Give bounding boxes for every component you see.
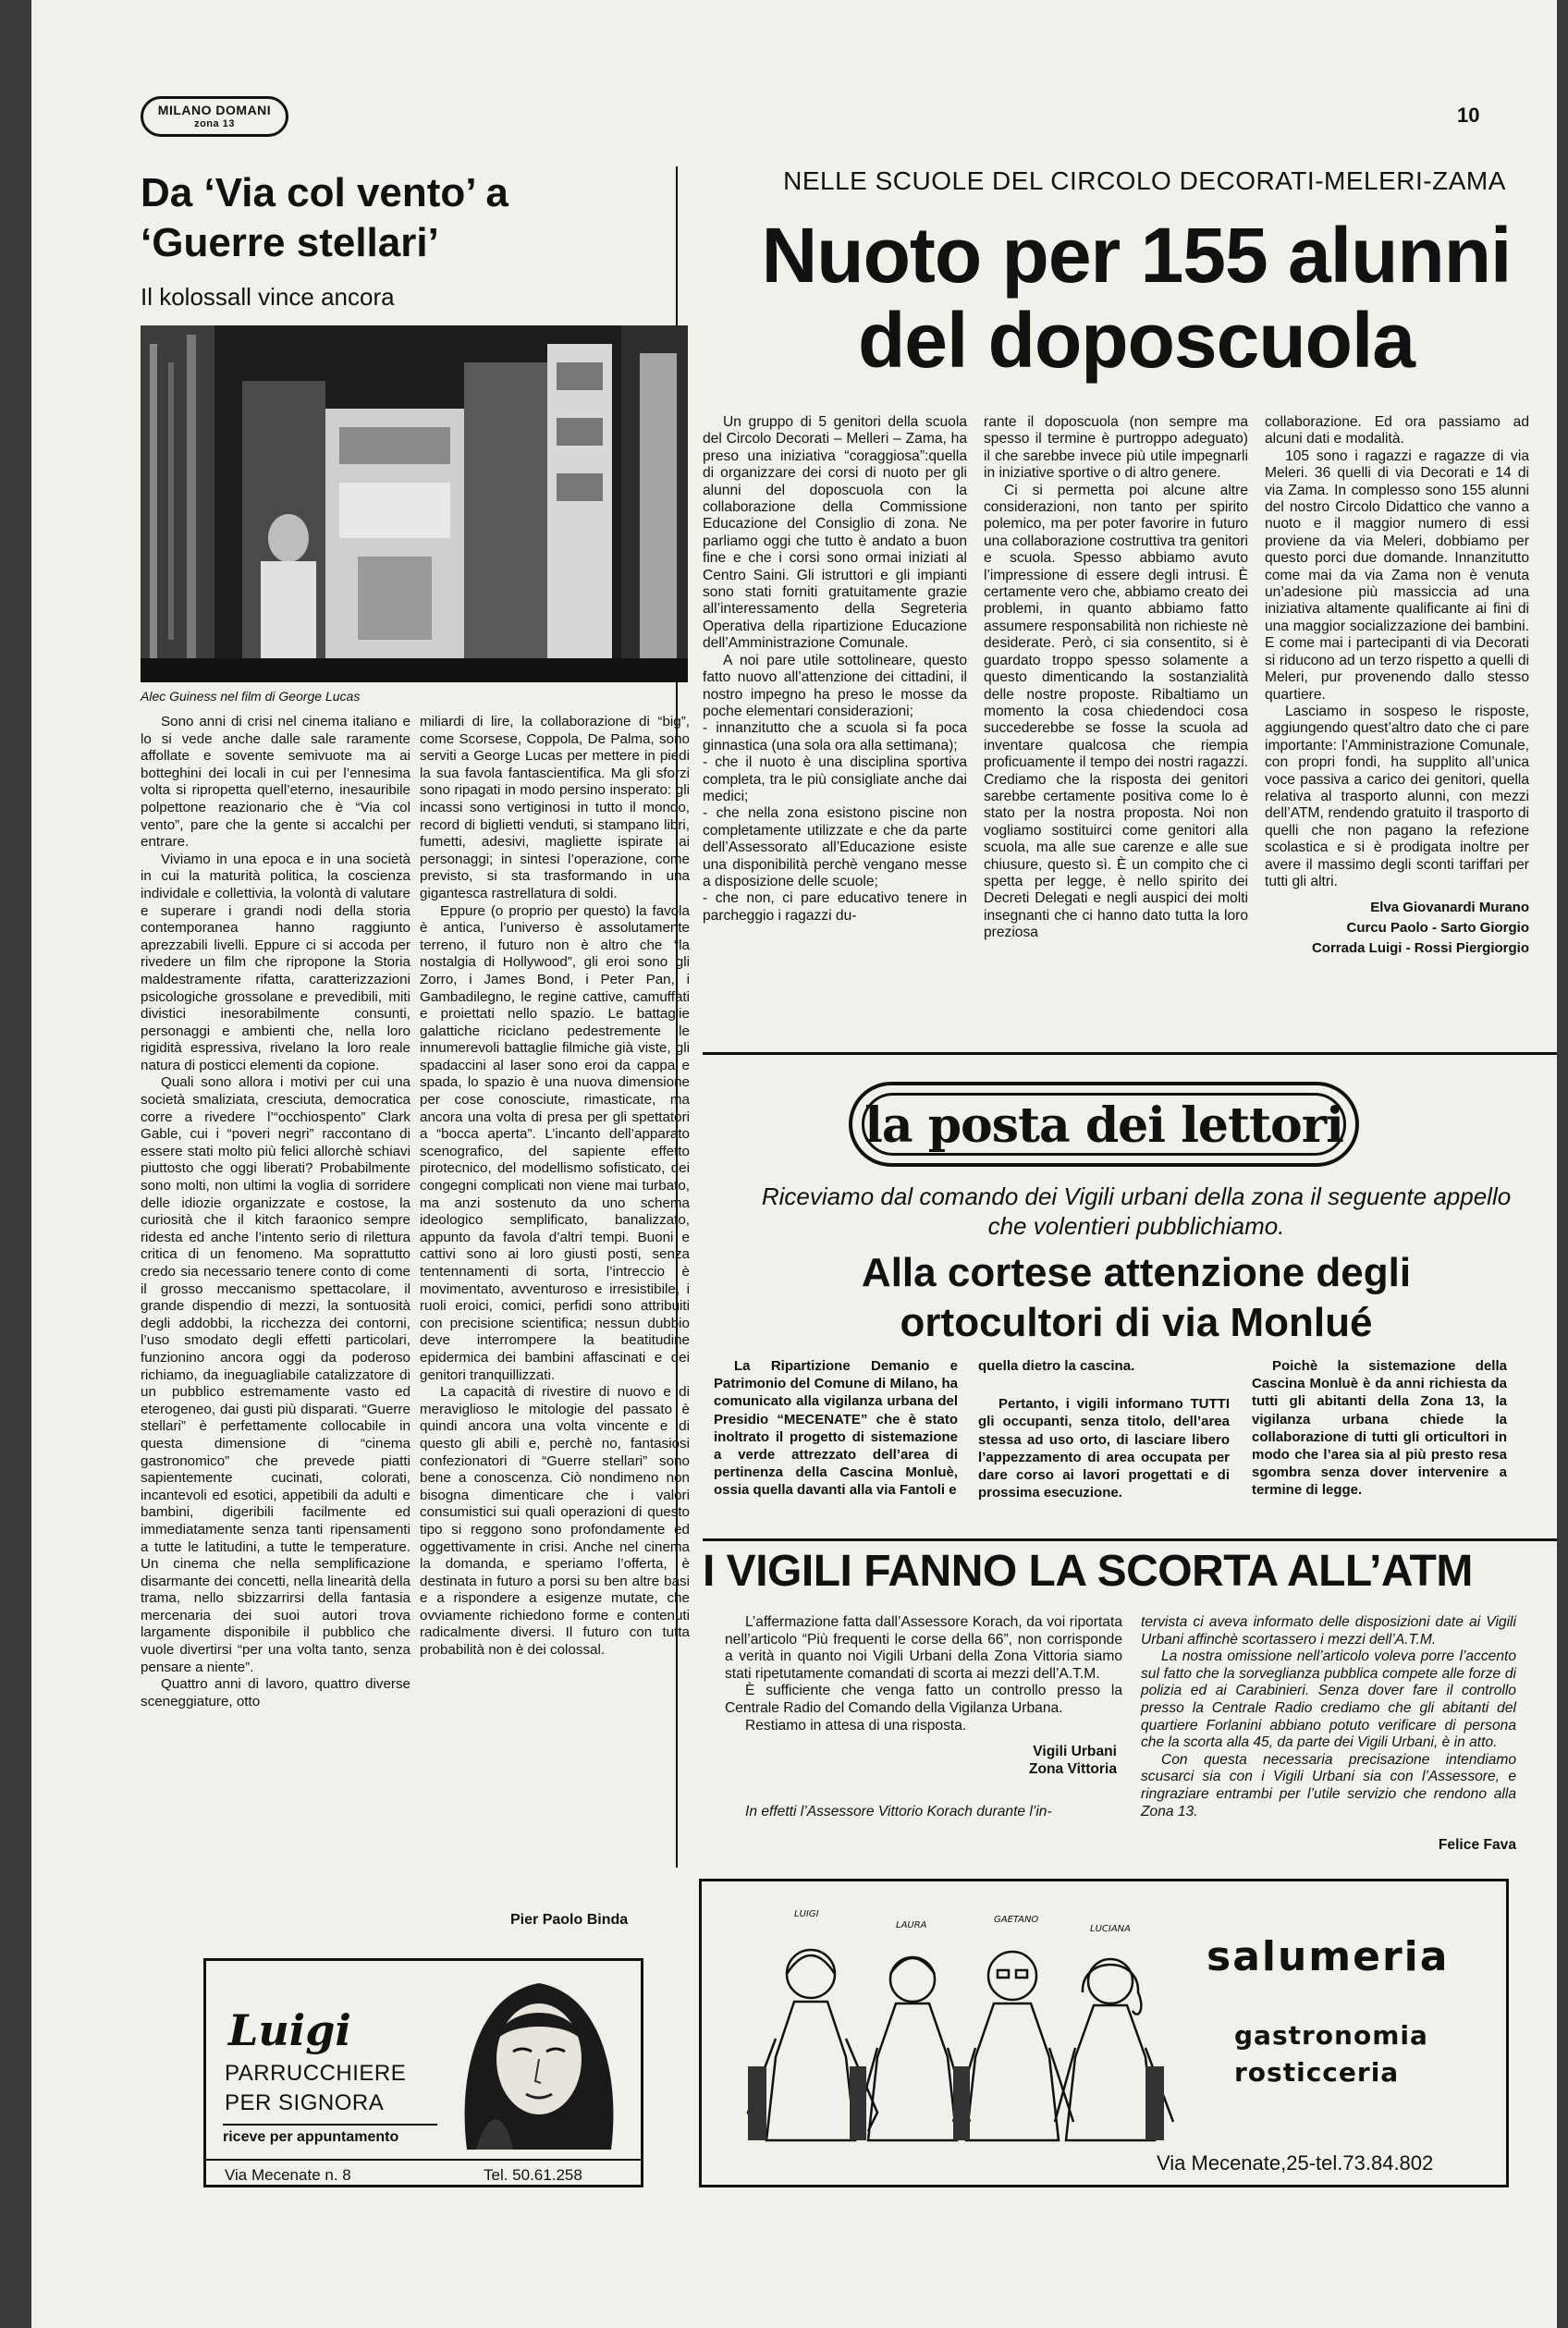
signature-line: Zona Vittoria bbox=[1028, 1760, 1117, 1777]
right-article-column-1 bbox=[703, 414, 967, 925]
paragraph: rante il doposcuola (non sempre ma spesso il termine è purtroppo adeguato) il che sarebbe invece più utile impegnarli in iniziative sportive o di altro genere. bbox=[984, 414, 1248, 482]
vigili-headline: I VIGILI FANNO LA SCORTA ALL’ATM bbox=[703, 1547, 1473, 1596]
right-headline-line1: Nuoto per 155 alunni bbox=[761, 212, 1512, 299]
luigi-logo: Luigi bbox=[228, 2005, 351, 2055]
woman-portrait-image bbox=[448, 1967, 630, 2150]
masthead-logo bbox=[141, 96, 288, 137]
paragraph: Lasciamo in sospeso le risposte, aggiungendo quest’altro dato che ci pare importante: l’Amministrazione Comunale, con propri fondi, ha supplito all’unica voce passiva a carico dei genitori, quella relativa al trasporto alunni, con mezzi dell’ATM, rendendo gratuito il trasporto di quelli che non pagano la refezione scolastica e si è prodigata inoltre per avere il massimo degli sconti tariffari per tutti gli altri. bbox=[1265, 703, 1529, 889]
letters-intro bbox=[706, 1182, 1557, 1241]
photo-caption: Alec Guiness nel film di George Lucas bbox=[141, 689, 361, 704]
paragraph: Poichè la sistemazione della Cascina Monluè è da anni richiesta da tutti gli abitanti della Zona 13, la vigilanza urbana chiede la collaborazione di tutti gli orticultori in modo che l’area sia al più presto resa sgombra senza dover intervenire a termine di legge. bbox=[1252, 1358, 1507, 1499]
paragraph: L’affermazione fatta dall’Assessore Korach, da voi riportata nell’articolo “Più frequenti le corse della 66”, non corrisponde a verità in quanto noi Vigili Urbani della Zona Vittoria siamo stati ripetutamente comandati di scorta ai mezzi dell’A.T.M. bbox=[725, 1614, 1122, 1682]
film-still-image bbox=[141, 325, 688, 682]
salumeria-ad bbox=[699, 1879, 1509, 2187]
letters-section-logo bbox=[849, 1082, 1359, 1167]
vigili-signature bbox=[725, 1744, 1122, 1778]
left-article-column-1 bbox=[141, 714, 410, 1710]
paragraph: Sono anni di crisi nel cinema italiano e lo si vede anche dalle sale raramente affollate e sovente semivuote ma ai botteghini dei locali in cui per l’ennesima volta si ripropetta quell’eterno, inesauribile polpettone reazionario che è “Via col vento”, pare che la gente si accalchi per entrare. bbox=[141, 714, 410, 851]
paragraph: Un gruppo di 5 genitori della scuola del Circolo Decorati – Melleri – Zama, ha preso una iniziativa “coraggiosa”:quella di organizzare dei corsi di nuoto per gli alunni del doposcuola con la collaborazione della Commissione Educazione del Consiglio di zona. Ne parliamo oggi che tutto è andato a buon fine e che i corsi sono ormai iniziati al Centro Saini. Gli istruttori e gli impianti sono stati forniti gratuitamente grazie all’interessamento della Segreteria Operativa della ripartizione Educazione dell’Amministrazione Comunale. bbox=[703, 414, 967, 652]
paragraph: collaborazione. Ed ora passiamo ad alcuni dati e modalità. bbox=[1265, 414, 1529, 447]
left-article-signature: Pier Paolo Binda bbox=[510, 1912, 629, 1928]
editor-reply-start: In effetti l’Assessore Vittorio Korach durante l’in- bbox=[745, 1804, 1052, 1820]
ad-footer bbox=[206, 2159, 641, 2187]
left-headline-line1: Da ‘Via col vento’ a bbox=[141, 170, 508, 215]
signature-line: Elva Giovanardi Murano bbox=[1370, 900, 1529, 916]
left-article-column-2 bbox=[420, 714, 690, 1660]
right-article-kicker: NELLE SCUOLE DEL CIRCOLO DECORATI-MELERI-ZAMA bbox=[783, 166, 1506, 195]
vigili-column-2 bbox=[1141, 1614, 1516, 1855]
right-article-column-2 bbox=[984, 414, 1248, 942]
paragraph: Quali sono allora i motivi per cui una società smaliziata, cresciuta, democratica corre a rivedere l’“occhiospento” Clark Gable, cui i “poveri negri” raccontano di essere stati molto più felici allorchè schiavi piuttosto che oggi liberati? Probabilmente sono molti, non ultimi la voglia di sorridere delle idiozie organizzate e costose, la curiosità che il kitch faraonico sempre ridesta ed anche l’intento serio di rilettura critica di un fenomeno. Ma soprattutto credo sia necessario tenere conto di come il grosso meccanismo spettacolare, il grande dispendio di mezzi, la sontuosità degli addobbi, la ricchezza dei contorni, l’uso smodato degli effetti particolari, funzionino ancora oggi da poderoso richiamo, da ineguagliabile catalizzatore di un pubblico estremamente vasto ed eterogeneo, dai gusti più disparati. “Guerre stellari” è perfettamente collocabile in questa dimensione di “cinema gastronomico” che prevede piatti sapientemente cucinati, colorati, incantevoli ed esotici, appetibili da adulti e bambini, digeribili facilmente ed immediatamente senza tanti ripensamenti a tutte le latitudini, a tutte le temperature. Un cinema che nella semplificazione disarmante dei concetti, nella linearità della trama, nello sbizzarrirsi della fantasia mercenaria dei suoi autori trova largamente disponibile il pubblico che vuole divertirsi “per una volta tanto, senza pensare a niente”. bbox=[141, 1074, 410, 1675]
paragraph: - che nella zona esistono piscine non completamente utilizzate e che da parte dell’Assessorato all’Educazione esiste una disponibilità perchè vengano messe a disposizione delle scuole; bbox=[703, 805, 967, 889]
letters-intro-line2: che volentieri pubblichiamo. bbox=[987, 1212, 1285, 1240]
portrait-illustration bbox=[448, 1967, 630, 2150]
paragraph: - che il nuoto è una disciplina sportiva completa, tra le più consigliate anche dai medici; bbox=[703, 754, 967, 804]
ad-line-1: PARRUCCHIERE bbox=[225, 2061, 407, 2086]
right-headline-line2: del doposcuola bbox=[857, 297, 1415, 384]
ad-appointment: riceve per appuntamento bbox=[223, 2124, 437, 2146]
paragraph: tervista ci aveva informato delle disposizioni date ai Vigili Urbani affinchè scortassero i mezzi dell’A.T.M. bbox=[1141, 1614, 1516, 1648]
name-label-luigi: LUIGI bbox=[794, 1909, 819, 1919]
letters-column-2 bbox=[978, 1357, 1230, 1501]
newspaper-page bbox=[31, 0, 1557, 2328]
salumeria-address: Via Mecenate,25-tel.73.84.802 bbox=[1157, 2151, 1434, 2175]
paragraph: Con questa necessaria precisazione intendiamo scusarci sia con i Vigili Urbani sia con l’Assessore, e ringraziare entrambi per l’utile servizio che rendono alla Zona 13. bbox=[1141, 1751, 1516, 1820]
paragraph: Quattro anni di lavoro, quattro diverse sceneggiature, otto bbox=[141, 1676, 410, 1709]
paragraph: 105 sono i ragazzi e ragazze di via Meleri. 36 quelli di via Decorati e 14 di via Zama. In complesso sono 155 alunni del nostro Circolo Didattico che vanno a nuoto e il maggior numero di essi proviene da via Meleri, dobbiamo per questo porci due domande. Innanzitutto come mai da via Zama non è venuta un’adesione più massiccia ad una iniziativa altamente qualificante ai fini di una maggior socializzazione dei bambini. E come mai i partecipanti di via Decorati si riducono ad un terzo rispetto a quelli di Meleri, pur provenendo dallo stesso quartiere. bbox=[1265, 447, 1529, 703]
salumeria-title: salumeria bbox=[1207, 1933, 1450, 1980]
section-divider bbox=[703, 1538, 1557, 1541]
name-label-luciana: LUCIANA bbox=[1090, 1924, 1131, 1934]
left-headline-line2: ‘Guerre stellari’ bbox=[141, 220, 439, 265]
section-divider bbox=[703, 1052, 1557, 1055]
ad-phone: Tel. 50.61.258 bbox=[484, 2166, 582, 2184]
paragraph: miliardi di lire, la collaborazione di “big”, come Scorsese, Coppola, De Palma, sono serviti a George Lucas per mettere in piedi la sua favola fantascientifica. Ma gli sforzi sono ripagati in modo persino insperato: gli incassi sono vertiginosi in tutto il mondo, record di biglietti venduti, si stampano libri, fumetti, adesivi, magliette ispirate ai personaggi; in sintesi l’operazione, come previsto, si sta trasformando in una gigantesca rastrellatura di soldi. bbox=[420, 714, 690, 901]
film-still-photo bbox=[141, 325, 688, 682]
shopkeepers-illustration bbox=[739, 1900, 1182, 2177]
vigili-column-1 bbox=[725, 1614, 1122, 1821]
luigi-hairdresser-ad bbox=[203, 1958, 643, 2187]
letters-headline-line1: Alla cortese attenzione degli bbox=[861, 1250, 1412, 1295]
salumeria-sub-1: gastronomia bbox=[1234, 2020, 1428, 2051]
paragraph: - innanzitutto che a scuola si fa poca ginnastica (una sola ora alla settimana); bbox=[703, 720, 967, 754]
paragraph: È sufficiente che venga fatto un controllo presso la Centrale Radio del Comando della Vigilanza Urbana. bbox=[725, 1683, 1122, 1716]
name-label-laura: LAURA bbox=[896, 1920, 927, 1930]
paragraph: La Ripartizione Demanio e Patrimonio del Comune di Milano, ha comunicato alla vigilanza urbana del Presidio “MECENATE” che è stato inoltrato il progetto di sistemazione a verde attrezzato dell’area di pertinenza della Cascina Monluè, ossia quella davanti alla via Fantoli e bbox=[714, 1358, 958, 1499]
vigili-reply-signature: Felice Fava bbox=[1438, 1837, 1516, 1854]
paragraph: Viviamo in una epoca e in una società in cui la maturità politica, la coscienza individale e collettivia, la volontà di valutare e superare i grandi nodi della storia contemporanea hanno raggiunto aprezzabili livelli. Eppure ci si accoda per rivedere un film che ripropone la Storia maldestramente rifatta, caratterizzazioni psicologiche grossolane e prevedibili, miti divistici inesorabilmente consunti, personaggi e ambienti che, nella loro rigidità espressiva, rivelano la loro reale natura di posticci elementi da copione. bbox=[141, 851, 410, 1073]
right-article-signatures bbox=[1265, 898, 1529, 959]
letters-column-1 bbox=[714, 1357, 958, 1500]
letters-column-3 bbox=[1252, 1357, 1507, 1500]
ad-line-2: PER SIGNORA bbox=[225, 2090, 385, 2115]
letters-section-title: la posta dei lettori bbox=[862, 1093, 1346, 1156]
salumeria-sub-2: rosticceria bbox=[1234, 2057, 1400, 2088]
paragraph: La nostra omissione nell’articolo voleva porre l’accento sul fatto che la sorveglianza pubblica compete alle forze di polizia ed ai Carabinieri. Senza dover fare il controllo presso la Centrale Radio crediamo che gli abitanti del quartiere Forlanini abbiano potuto verificare di persona che la scorta alla 45, da parte dei Vigili Urbani, è in atto. bbox=[1141, 1648, 1516, 1751]
paragraph: Eppure (o proprio per questo) la favola è antica, l’universo è assolutamente terreno, il futuro non è altro che “la nostalgia di Hollywood”, gli eroi sono gli Zorro, i James Bond, i Peter Pan, i Gambadilegno, le regine cattive, camuffati e proiettati nello spazio. Le battaglie galattiche riciclano pedestremente le innumerevoli battaglie filmiche già viste, gli spadaccini al laser sono eroi da cappa e spada, lo spazio è una nuova dimensione per cose conosciute, rimasticate, ma ancora una volta di presa per gli spettatori a “bocca aperta”. L’incanto dell’apparato scenografico, del sapiente effetto pirotecnico, del modellismo sofisticato, dei congegni complicati non viene mai turbato, ma anzi sostenuto da uno schema ideologico semplificato, banalizzato, appunto da favola d’altri tempi. Buoni e cattivi sono ai loro giusti posti, senza tentennamenti di sorta, l’intreccio è movimentato, avventuroso e irresistibile, i ruoli eroici, comici, perfidi sono attribuiti con precisione scientifica; nessun dubbio deve interrompere la beatitudine epidermica dei bambini affascinati e dei genitori tranquillizzati. bbox=[420, 902, 690, 1383]
masthead-logo-bottom: zona 13 bbox=[194, 118, 235, 129]
paragraph: - che non, ci pare educativo tenere in parcheggio i ragazzi du- bbox=[703, 890, 967, 924]
right-article-headline bbox=[706, 213, 1557, 383]
name-label-gaetano: GAETANO bbox=[994, 1915, 1039, 1925]
letters-headline bbox=[706, 1248, 1557, 1348]
paragraph: La capacità di rivestire di nuovo e di meraviglioso le mitologie del passato è quindi ancora una volta vincente e di questo gli abili e, perchè no, fantasiosi confezionatori di “Guerre stellari” sono bene a conoscenza. Ciò nondimeno non bisogna dimenticare che i valori consumistici sui quali operazioni di questo tipo si reggono sono profondamente ed oggettivamente in crisi. Anche nel cinema la domanda, e speriamo l’offerta, è destinata in futuro a porsi su ben altre basi e a rispondere a esigenze mutate, che ovviamente richiedono forme e contenuti radicalmente diversi. Il futuro con tutta probabilità non è dei colossal. bbox=[420, 1384, 690, 1659]
paragraph: Restiamo in attesa di una risposta. bbox=[745, 1717, 967, 1734]
masthead-logo-top: MILANO DOMANI bbox=[157, 103, 272, 117]
left-article-headline bbox=[141, 168, 603, 268]
signature-line: Vigili Urbani bbox=[1033, 1744, 1117, 1760]
ad-address: Via Mecenate n. 8 bbox=[225, 2166, 351, 2184]
paragraph: Ci si permetta poi alcune altre considerazioni, non tanto per spirito polemico, ma per poter favorire in futuro una collaborazione costruttiva tra genitori e scuola. Spesso abbiamo avuto l’impressione di essere degli intrusi. È certamente vero che, abbiamo creato dei problemi, in quanto abbiamo fatto assumere responsabilità non richieste nè desiderate. Però, ci sia consentito, si è guardato troppo spesso solamente a questo dimenticando la sostanzialità delle nostre proposte. Ribaltiamo un momento la cosa chiedendoci cosa succederebbe se fosse la scuola ad inventare qualcosa che riempia proficuamente il tempo dei nostri ragazzi. Crediamo che la risposta dei genitori sarebbe certamente positiva come lo è stato per la nostra proposta. Noi non vogliamo sostituirci come genitori alla scuola, ma alle sue carenze e alle sue chiusure, questo sì. È un compito che ci spetta per legge, è nello spirito dei Decreti Delegati e negli auspici dei molti insegnanti che ci hanno dato tutta la loro preziosa bbox=[984, 482, 1248, 941]
signature-line: Curcu Paolo - Sarto Giorgio bbox=[1346, 920, 1529, 937]
letters-headline-line2: ortocultori di via Monlué bbox=[900, 1300, 1373, 1345]
paragraph: quella dietro la cascina. bbox=[978, 1358, 1135, 1374]
right-article-column-3 bbox=[1265, 414, 1529, 959]
letters-intro-line1: Riceviamo dal comando dei Vigili urbani della zona il seguente appello bbox=[761, 1182, 1512, 1210]
page-number: 10 bbox=[1457, 104, 1480, 127]
paragraph: Pertanto, i vigili informano TUTTI gli occupanti, senza titolo, dell’area stessa ad uso orto, di lasciare libero l’appezzamento di area occupata per dare corso ai lavori progettati e di prossima esecuzione. bbox=[978, 1396, 1230, 1501]
left-article-subtitle: Il kolossall vince ancora bbox=[141, 283, 395, 311]
paragraph: A noi pare utile sottolineare, questo fatto nuovo all’attenzione dei cittadini, il nostro impegno ha preso le mosse da poche elementari considerazioni; bbox=[703, 652, 967, 719]
signature-line: Corrada Luigi - Rossi Piergiorgio bbox=[1311, 940, 1529, 957]
